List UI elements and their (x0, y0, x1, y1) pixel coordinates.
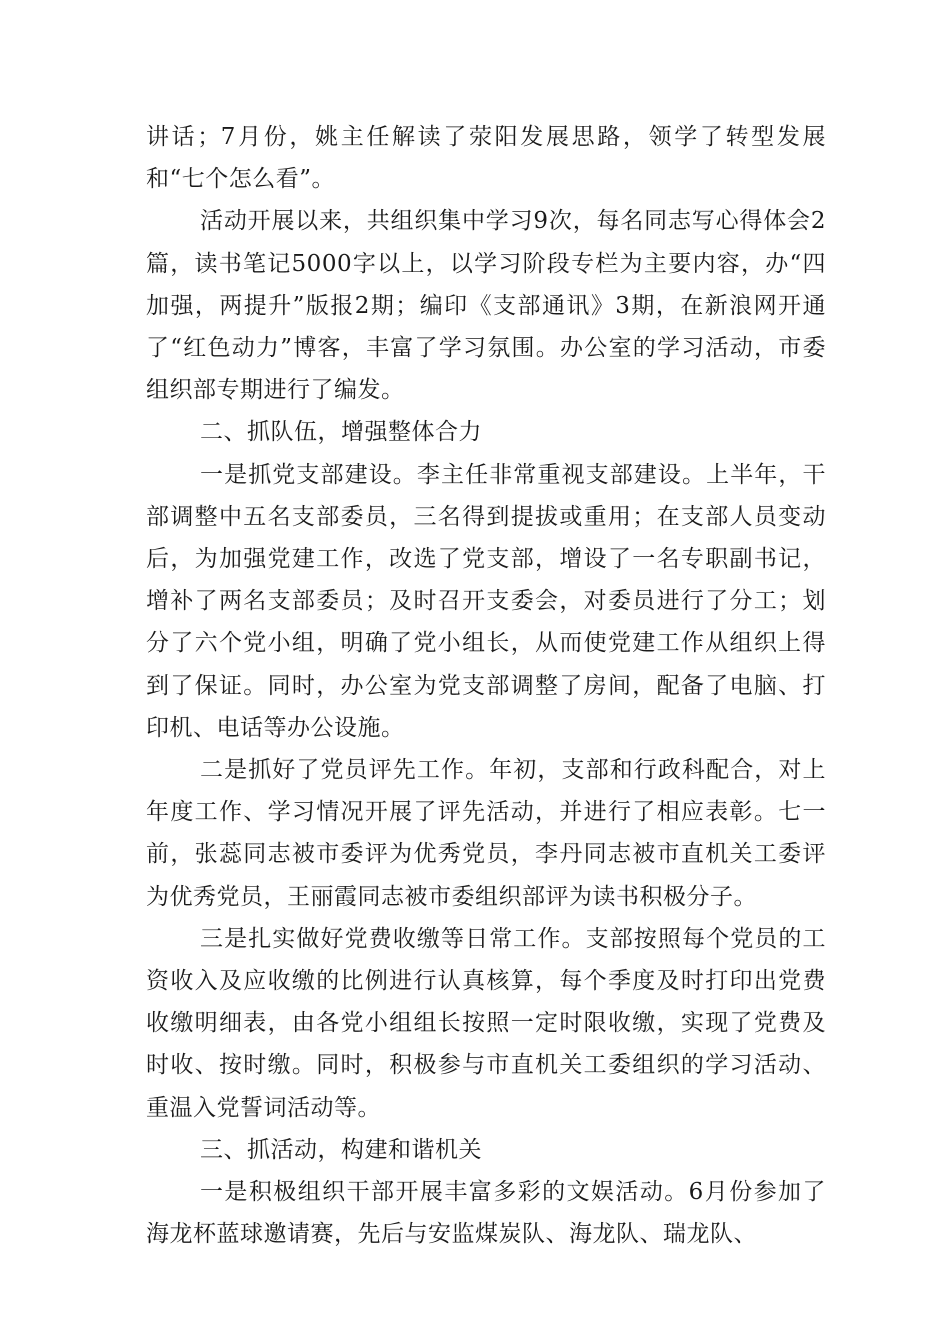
section-heading-2: 二、抓队伍，增强整体合力 (200, 419, 482, 446)
paragraph-6: 一是积极组织干部开展丰富多彩的文娱活动。6月份参加了海龙杯蓝球邀请赛，先后与安监煤炭队、海龙队、瑞龙队、 (146, 1179, 826, 1248)
paragraph-5: 三是扎实做好党费收缴等日常工作。支部按照每个党员的工资收入及应收缴的比例进行认真核算，每个季度及时打印出党费收缴明细表，由各党小组组长按照一定时限收缴，实现了党费及时收、按时缴。同时，积极参与市直机关工委组织的学习活动、重温入党誓词活动等。 (146, 925, 826, 1121)
paragraph-3: 一是抓党支部建设。李主任非常重视支部建设。上半年，干部调整中五名支部委员，三名得到提拔或重用；在支部人员变动后，为加强党建工作，改选了党支部，增设了一名专职副书记，增补了两名支部委员；及时召开支委会，对委员进行了分工；划分了六个党小组，明确了党小组长，从而使党建工作从组织上得到了保证。同时，办公室为党支部调整了房间，配备了电脑、打印机、电话等办公设施。 (146, 461, 826, 741)
section-heading-3: 三、抓活动，构建和谐机关 (200, 1136, 482, 1163)
paragraph-1: 讲话；7月份，姚主任解读了荥阳发展思路，领学了转型发展和“七个怎么看”。 (146, 124, 826, 193)
paragraph-2: 活动开展以来，共组织集中学习9次，每名同志写心得体会2篇，读书笔记5000字以上，以学习阶段专栏为主要内容，办“四加强，两提升”版报2期；编印《支部通讯》3期，在新浪网开通了“红色动力”博客，丰富了学习氛围。办公室的学习活动，市委组织部专期进行了编发。 (146, 208, 826, 404)
paragraph-4: 二是抓好了党员评先工作。年初，支部和行政科配合，对上年度工作、学习情况开展了评先活动，并进行了相应表彰。七一前，张蕊同志被市委评为优秀党员，李丹同志被市直机关工委评为优秀党员，王丽霞同志被市委组织部评为读书积极分子。 (146, 757, 826, 910)
document-body (146, 116, 826, 1255)
